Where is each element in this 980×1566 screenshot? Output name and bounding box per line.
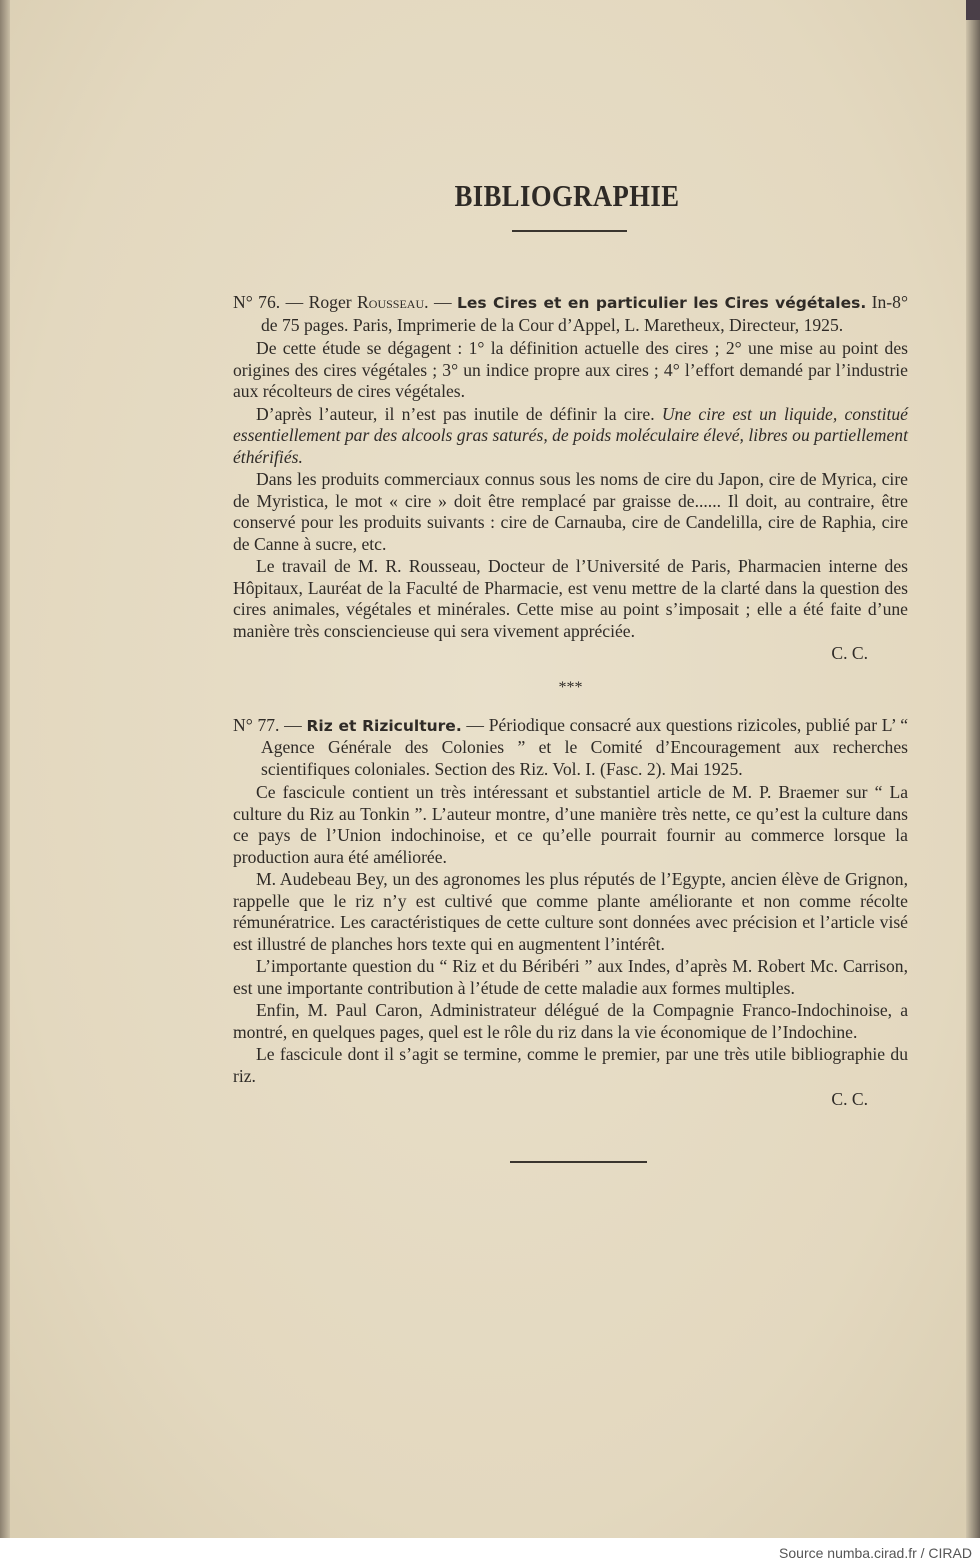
entry-77-heading	[233, 715, 908, 781]
paragraph: Le travail de M. R. Rousseau, Docteur de l’Université de Paris, Pharmacien interne des Hôpitaux, Lauréat de la Faculté de Pharmacie, est venu mettre de la clarté dans la question des cires animales, végétales et minérales. Cette mise au point s’imposait ; elle a été faite d’une manière très consciencieuse qui sera vivement appréciée.	[233, 556, 908, 641]
paragraph: Le fascicule dont il s’agit se termine, comme le premier, par une très utile bibliographie du riz.	[233, 1044, 908, 1086]
paragraph-text: D’après l’auteur, il n’est pas inutile de définir la cire.	[256, 403, 662, 424]
entry-number: N° 77. —	[233, 714, 307, 735]
source-credit: Source numba.cirad.fr / CIRAD	[779, 1545, 972, 1561]
page-edge-left	[0, 0, 10, 1538]
end-rule	[510, 1161, 647, 1163]
entry-dash: . —	[424, 292, 457, 312]
paragraph: De cette étude se dégagent : 1° la définition actuelle des cires ; 2° une mise au point des origines des cires végétales ; 3° un indice propre aux cires ; 4° l’effort demandé par l’industrie aux récolteurs de cires végétales.	[233, 338, 908, 401]
paragraph	[233, 404, 908, 469]
paragraph: L’importante question du “ Riz et du Béribéri ” aux Indes, d’après M. Robert Mc. Carrison, est une importante contribution à l’étude de cette maladie aux formes multiples.	[233, 956, 908, 998]
entry-76	[233, 292, 908, 665]
page-edge-corner	[966, 0, 980, 20]
entry-author: Rousseau	[357, 292, 425, 312]
paragraph-italic-quote: Une cire est un liquide, constitué essentiellement par des alcools gras saturés, de poids moléculaire élevé, libres ou partiellement éthérifiés.	[233, 403, 908, 467]
entry-work-title: Les Cires et en particulier les Cires végétales.	[456, 294, 867, 312]
page-edge-right	[966, 0, 980, 1538]
entry-details: — Périodique consacré aux questions rizicoles, publié par L’ “ Agence Générale des Colonies ” et le Comité d’Encouragement aux recherches scientifiques coloniales. Section des Riz. Vol. I. (Fasc. 2). Mai 1925.	[261, 714, 909, 779]
signature: C. C.	[831, 1089, 868, 1109]
paragraph: Ce fascicule contient un très intéressant et substantiel article de M. P. Braemer sur “ La culture du Riz au Tonkin ”. L’auteur montre, d’une manière très nette, ce qu’est la culture dans ce pays de l’Union indochinoise, et ce qu’elle pourrait fournir au commerce lorsque la production aura été améliorée.	[233, 782, 908, 867]
paragraph: M. Audebeau Bey, un des agronomes les plus réputés de l’Egypte, ancien élève de Grignon, rappelle que le riz n’y est cultivé que comme plante améliorante et non comme récolte rémunératrice. Les caractéristiques de cette culture sont données avec précision et l’article visé est illustré de planches hors texte qui en augmentent l’intérêt.	[233, 869, 908, 954]
entry-76-heading	[233, 292, 908, 336]
asterism-separator: ***	[558, 678, 583, 696]
paragraph: Enfin, M. Paul Caron, Administrateur délégué de la Compagnie Franco-Indochinoise, a montré, en quelques pages, quel est le rôle du riz dans la vie économique de l’Indochine.	[233, 1000, 908, 1042]
page-title: BIBLIOGRAPHIE	[454, 178, 680, 213]
entry-77	[233, 715, 908, 1111]
title-rule	[512, 230, 627, 232]
signature: C. C.	[831, 643, 868, 663]
entry-details: In-8° de 75 pages. Paris, Imprimerie de la Cour d’Appel, L. Maretheux, Directeur, 1925.	[261, 292, 908, 335]
paragraph: Dans les produits commerciaux connus sous les noms de cire du Japon, cire de Myrica, cire de Myristica, le mot « cire » doit être remplacé par graisse de...... Il doit, au contraire, être conservé pour les produits suivants : cire de Carnauba, cire de Candelilla, cire de Raphia, cire de Canne à sucre, etc.	[233, 469, 908, 554]
entry-work-title: Riz et Riziculture.	[306, 716, 462, 735]
page-content	[233, 292, 908, 1163]
entry-number: N° 76. — Roger	[233, 292, 358, 312]
